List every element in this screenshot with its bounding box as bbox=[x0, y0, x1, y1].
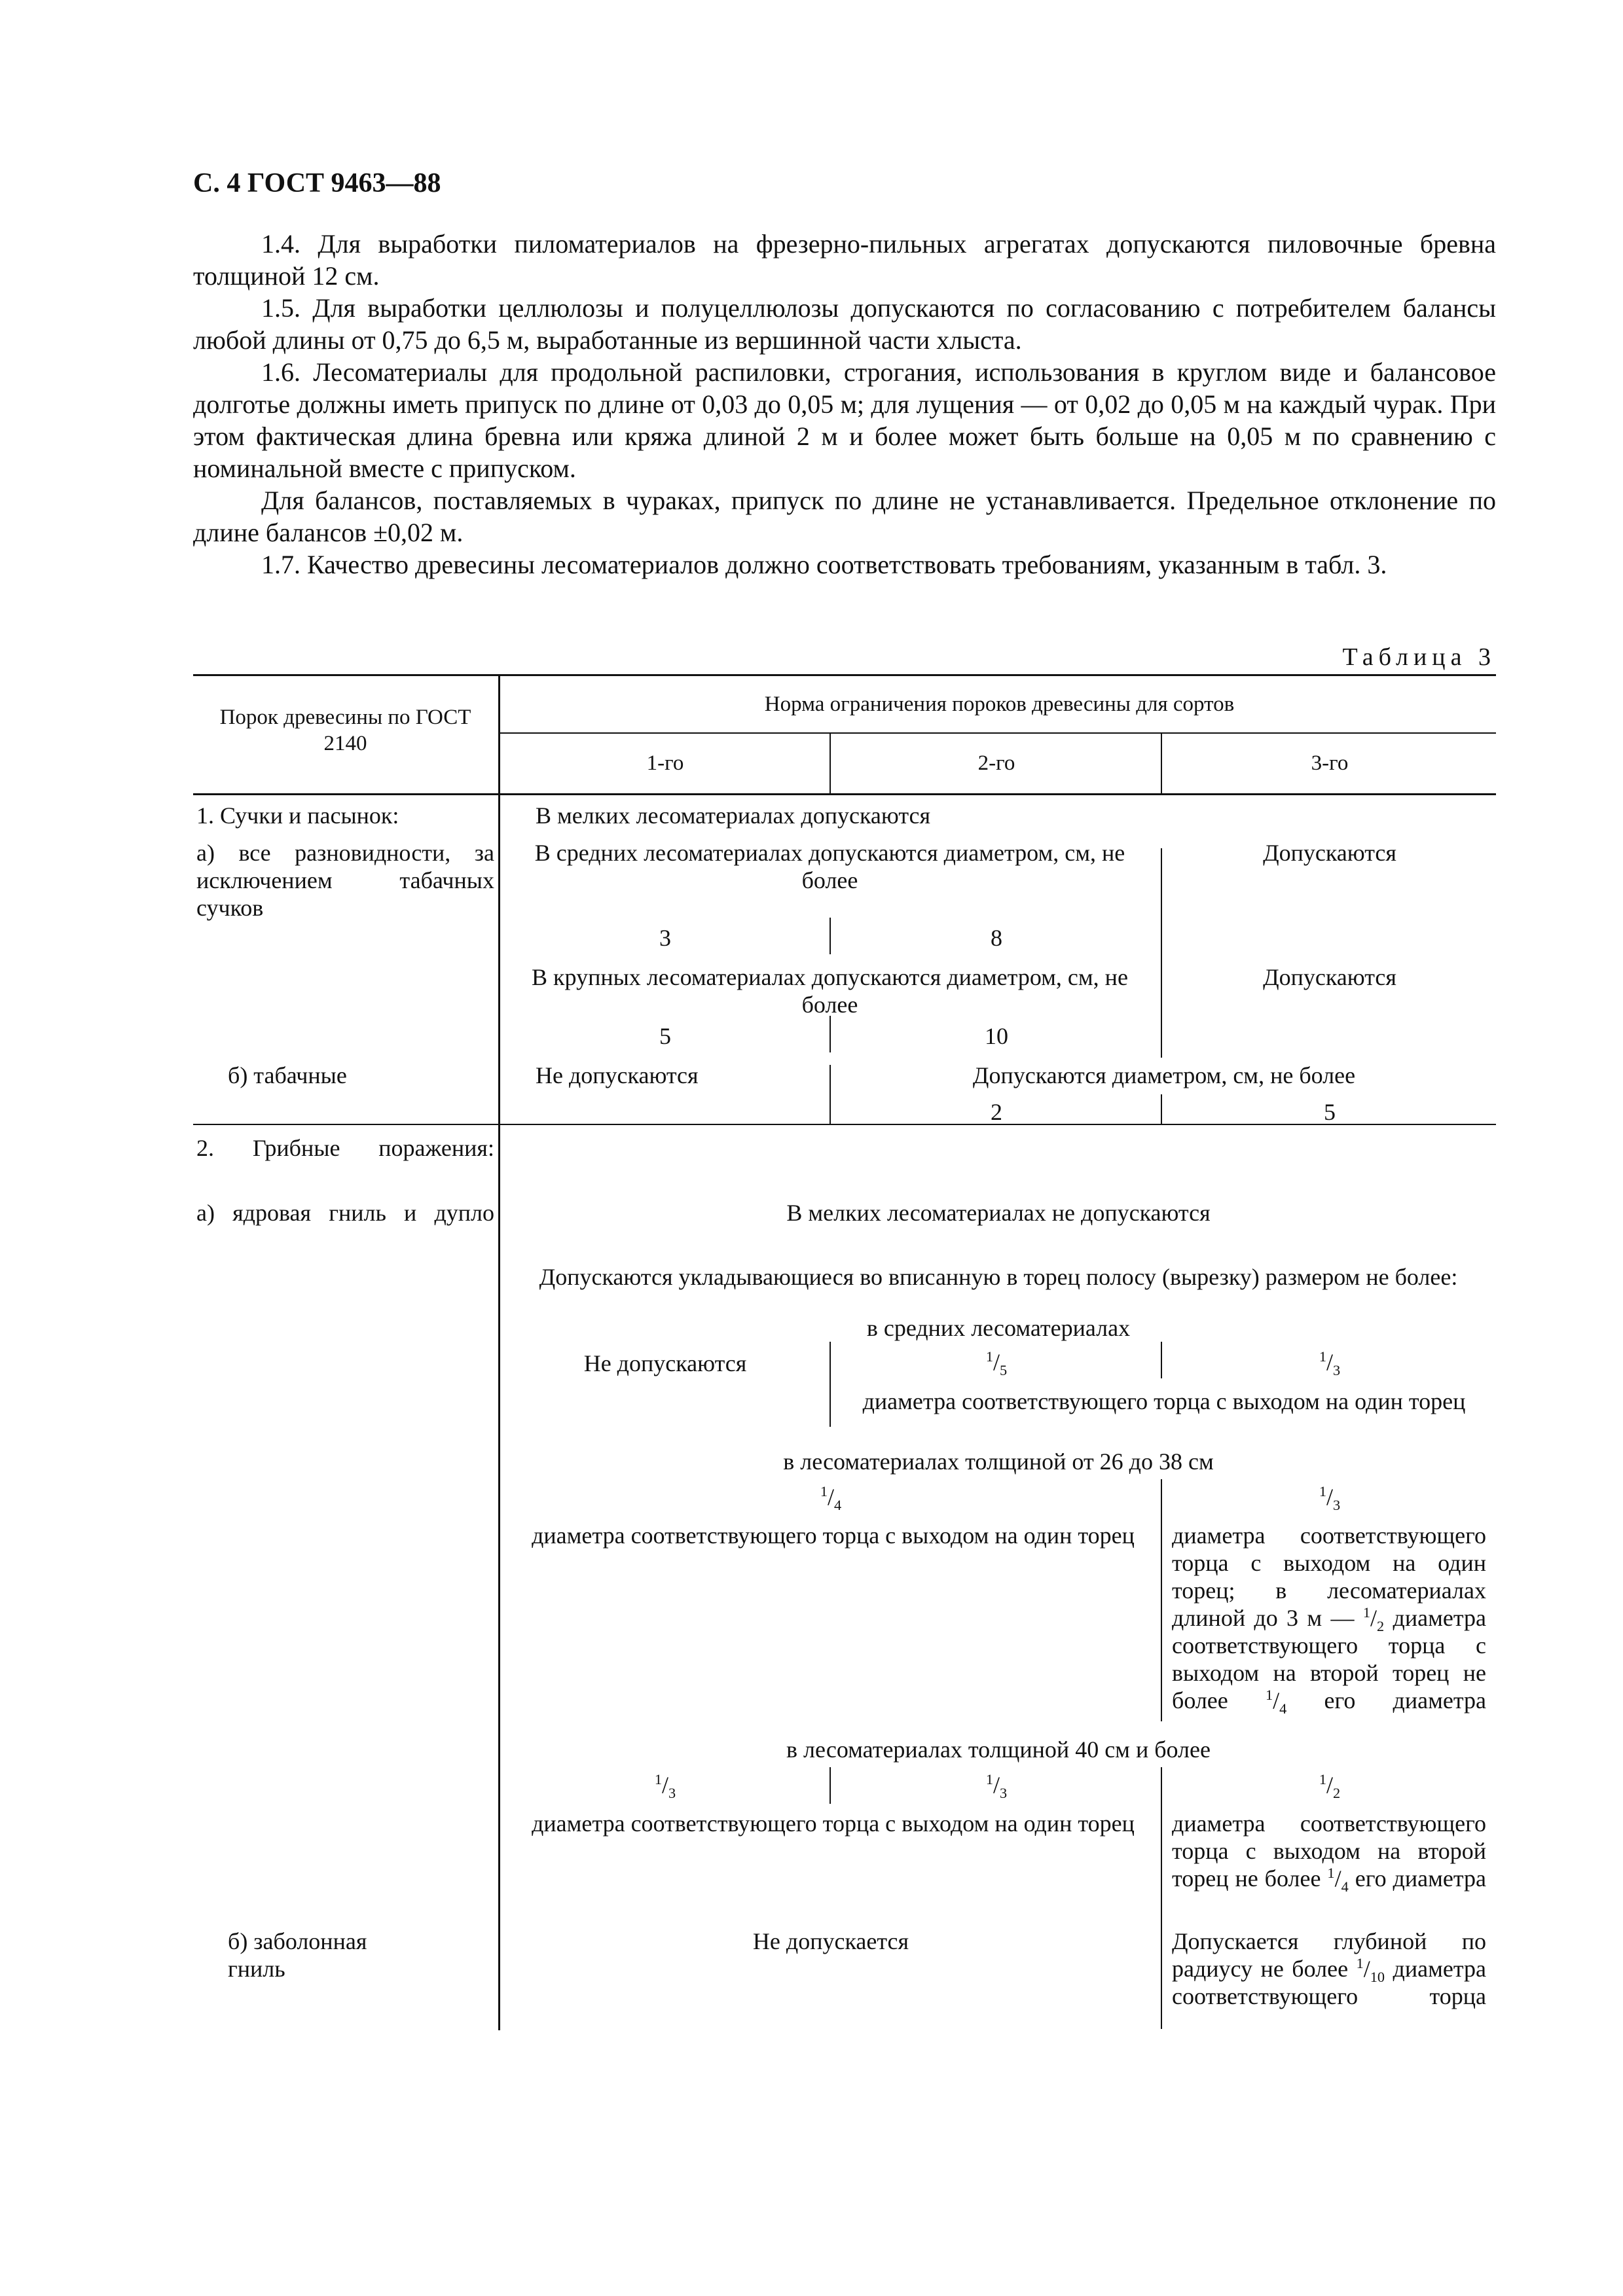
knots-a-label: а) все разновидности, за исключением табачных сучков bbox=[196, 840, 494, 921]
tob-s1: Не допускаются bbox=[536, 1062, 699, 1088]
tob-s3: 5 bbox=[1324, 1099, 1336, 1125]
paragraph-1-4: 1.4. Для выработки пиломатериалов на фрезерно-пильных агрегатах допускаются пиловочные бревна толщиной 12 см. bbox=[193, 229, 1496, 291]
fungal-40-s3-text: диаметра соответствующего торца с выходом на второй торец не более $^1/_4$ его диаметра bbox=[1172, 1810, 1487, 1895]
tob-s23: Допускаются диаметром, см, не более bbox=[972, 1062, 1356, 1088]
table-top-rule bbox=[193, 674, 1496, 676]
header-sort-1: 1-го bbox=[646, 751, 684, 775]
fungal-medium-s1: Не допускаются bbox=[583, 1350, 747, 1376]
header-sort-2: 2-го bbox=[977, 751, 1015, 775]
sap-s12: Не допускается bbox=[752, 1928, 909, 1954]
header-sort-3: 3-го bbox=[1311, 751, 1349, 775]
paragraph-1-6: 1.6. Лесоматериалы для продольной распиловки, строгания, использования в круглом виде и балансовое долготье должны иметь припуск по длине от 0,03 до 0,05 м; для лущения — от 0,02 до 0,05 м на каждый чурак. При этом фактическая длина бревна или кряжа длиной 2 м и более может быть больше на 0,05 м по сравнению с номинальной вместе с припуском. bbox=[193, 357, 1496, 483]
knots-medium-s1: 3 bbox=[659, 925, 671, 951]
fraction-2638-s3: $^1/_3$ bbox=[1319, 1483, 1341, 1514]
fraction-medium-s2: $^1/_5$ bbox=[985, 1348, 1008, 1379]
knots-large: В крупных лесоматериалах допускаются диаметром, см, не более bbox=[532, 964, 1128, 1018]
fungal-intro: Допускаются укладывающиеся во вписанную в торец полосу (вырезку) размером не более: bbox=[539, 1264, 1458, 1290]
paragraph-1-7: 1.7. Качество древесины лесоматериалов должно соответствовать требованиям, указанным в табл. 3. bbox=[261, 550, 1387, 579]
header-rule-s1 bbox=[830, 732, 831, 793]
fungal-medium-diam: диаметра соответствующего торца с выходом на один торец bbox=[862, 1388, 1466, 1414]
fungal-40-diam: диаметра соответствующего торца с выходом на один торец bbox=[532, 1810, 1135, 1837]
knots-b-label: б) табачные bbox=[228, 1062, 347, 1088]
rule-tob-s3 bbox=[1161, 1094, 1162, 1124]
rule-fung-40-s1 bbox=[830, 1767, 831, 1804]
fungal-2638-s3-text: диаметра соответствующего торца с выходом на один торец; в лесоматериалах длиной до 3 м — $^1/_2$ диаметра соответствующего торца с выходом на второй торец не более $^1/_4$ его диаметра bbox=[1172, 1522, 1487, 1717]
knots-small: В мелких лесоматериалах допускаются bbox=[536, 802, 931, 829]
knots-medium-s2: 8 bbox=[991, 925, 1002, 951]
fungal-b-label: б) заболонная гниль bbox=[228, 1928, 367, 1982]
rule-fung-med bbox=[830, 1342, 831, 1427]
knots-large-s2: 10 bbox=[985, 1023, 1008, 1049]
tob-s2: 2 bbox=[991, 1099, 1002, 1125]
paragraph-1-6-note: Для балансов, поставляемых в чураках, припуск по длине не устанавливается. Предельное отклонение по длине балансов ±0,02 м. bbox=[193, 486, 1496, 547]
fraction-2638-s12: $^1/_4$ bbox=[820, 1483, 842, 1514]
fraction-40-s1: $^1/_3$ bbox=[654, 1771, 676, 1802]
fraction-medium-s3: $^1/_3$ bbox=[1319, 1348, 1341, 1379]
knots-large-s1: 5 bbox=[659, 1023, 671, 1049]
header-defect: Порок древесины по ГОСТ 2140 bbox=[219, 706, 471, 755]
fraction-40-s2: $^1/_3$ bbox=[985, 1771, 1008, 1802]
rule-knots-large bbox=[830, 1016, 831, 1052]
fraction-40-s3: $^1/_2$ bbox=[1319, 1771, 1341, 1802]
fungal-a-label: а) ядровая гниль и дупло bbox=[196, 1200, 494, 1226]
fungal-title: 2. Грибные поражения: bbox=[196, 1135, 494, 1161]
header-subrule bbox=[500, 732, 1496, 734]
header-norm-group: Норма ограничения пороков древесины для сортов bbox=[764, 692, 1235, 716]
table-label: Таблица 3 bbox=[1342, 643, 1496, 671]
knots-medium: В средних лесоматериалах допускаются диаметром, см, не более bbox=[534, 840, 1125, 893]
fungal-2638-diam: диаметра соответствующего торца с выходом на один торец bbox=[532, 1522, 1135, 1549]
rule-tob-s1 bbox=[830, 1065, 831, 1124]
paragraph-1-5: 1.5. Для выработки целлюлозы и полуцеллюлозы допускаются по согласованию с потребителем балансы любой длины от 0,75 до 6,5 м, выработанные из вершинной части хлыста. bbox=[193, 293, 1496, 355]
rule-fung-40-s3 bbox=[1161, 1767, 1162, 2029]
fungal-small: В мелких лесоматериалах не допускаются bbox=[786, 1200, 1211, 1226]
column-rule-main bbox=[498, 674, 500, 2030]
rule-knots-s3 bbox=[1161, 848, 1162, 1058]
page-header: С. 4 ГОСТ 9463—88 bbox=[193, 168, 441, 198]
fungal-2638-title: в лесоматериалах толщиной от 26 до 38 см bbox=[783, 1448, 1214, 1475]
header-bottom-rule bbox=[193, 793, 1496, 795]
rule-fung-med-s3 bbox=[1161, 1342, 1162, 1378]
knots-medium-s3: Допускаются bbox=[1263, 840, 1396, 866]
fungal-40-title: в лесоматериалах толщиной 40 см и более bbox=[786, 1736, 1211, 1763]
rule-knots-med bbox=[830, 918, 831, 954]
knots-title: 1. Сучки и пасынок: bbox=[196, 802, 399, 829]
sap-s3: Допускается глубиной по радиусу не более $^1/_{10}$ диаметра соответствующего торца bbox=[1172, 1928, 1487, 2009]
header-rule-s2 bbox=[1161, 732, 1162, 793]
knots-large-s3: Допускаются bbox=[1263, 964, 1396, 990]
fungal-medium-title: в средних лесоматериалах bbox=[866, 1315, 1131, 1341]
rule-fung-2638 bbox=[1161, 1479, 1162, 1721]
